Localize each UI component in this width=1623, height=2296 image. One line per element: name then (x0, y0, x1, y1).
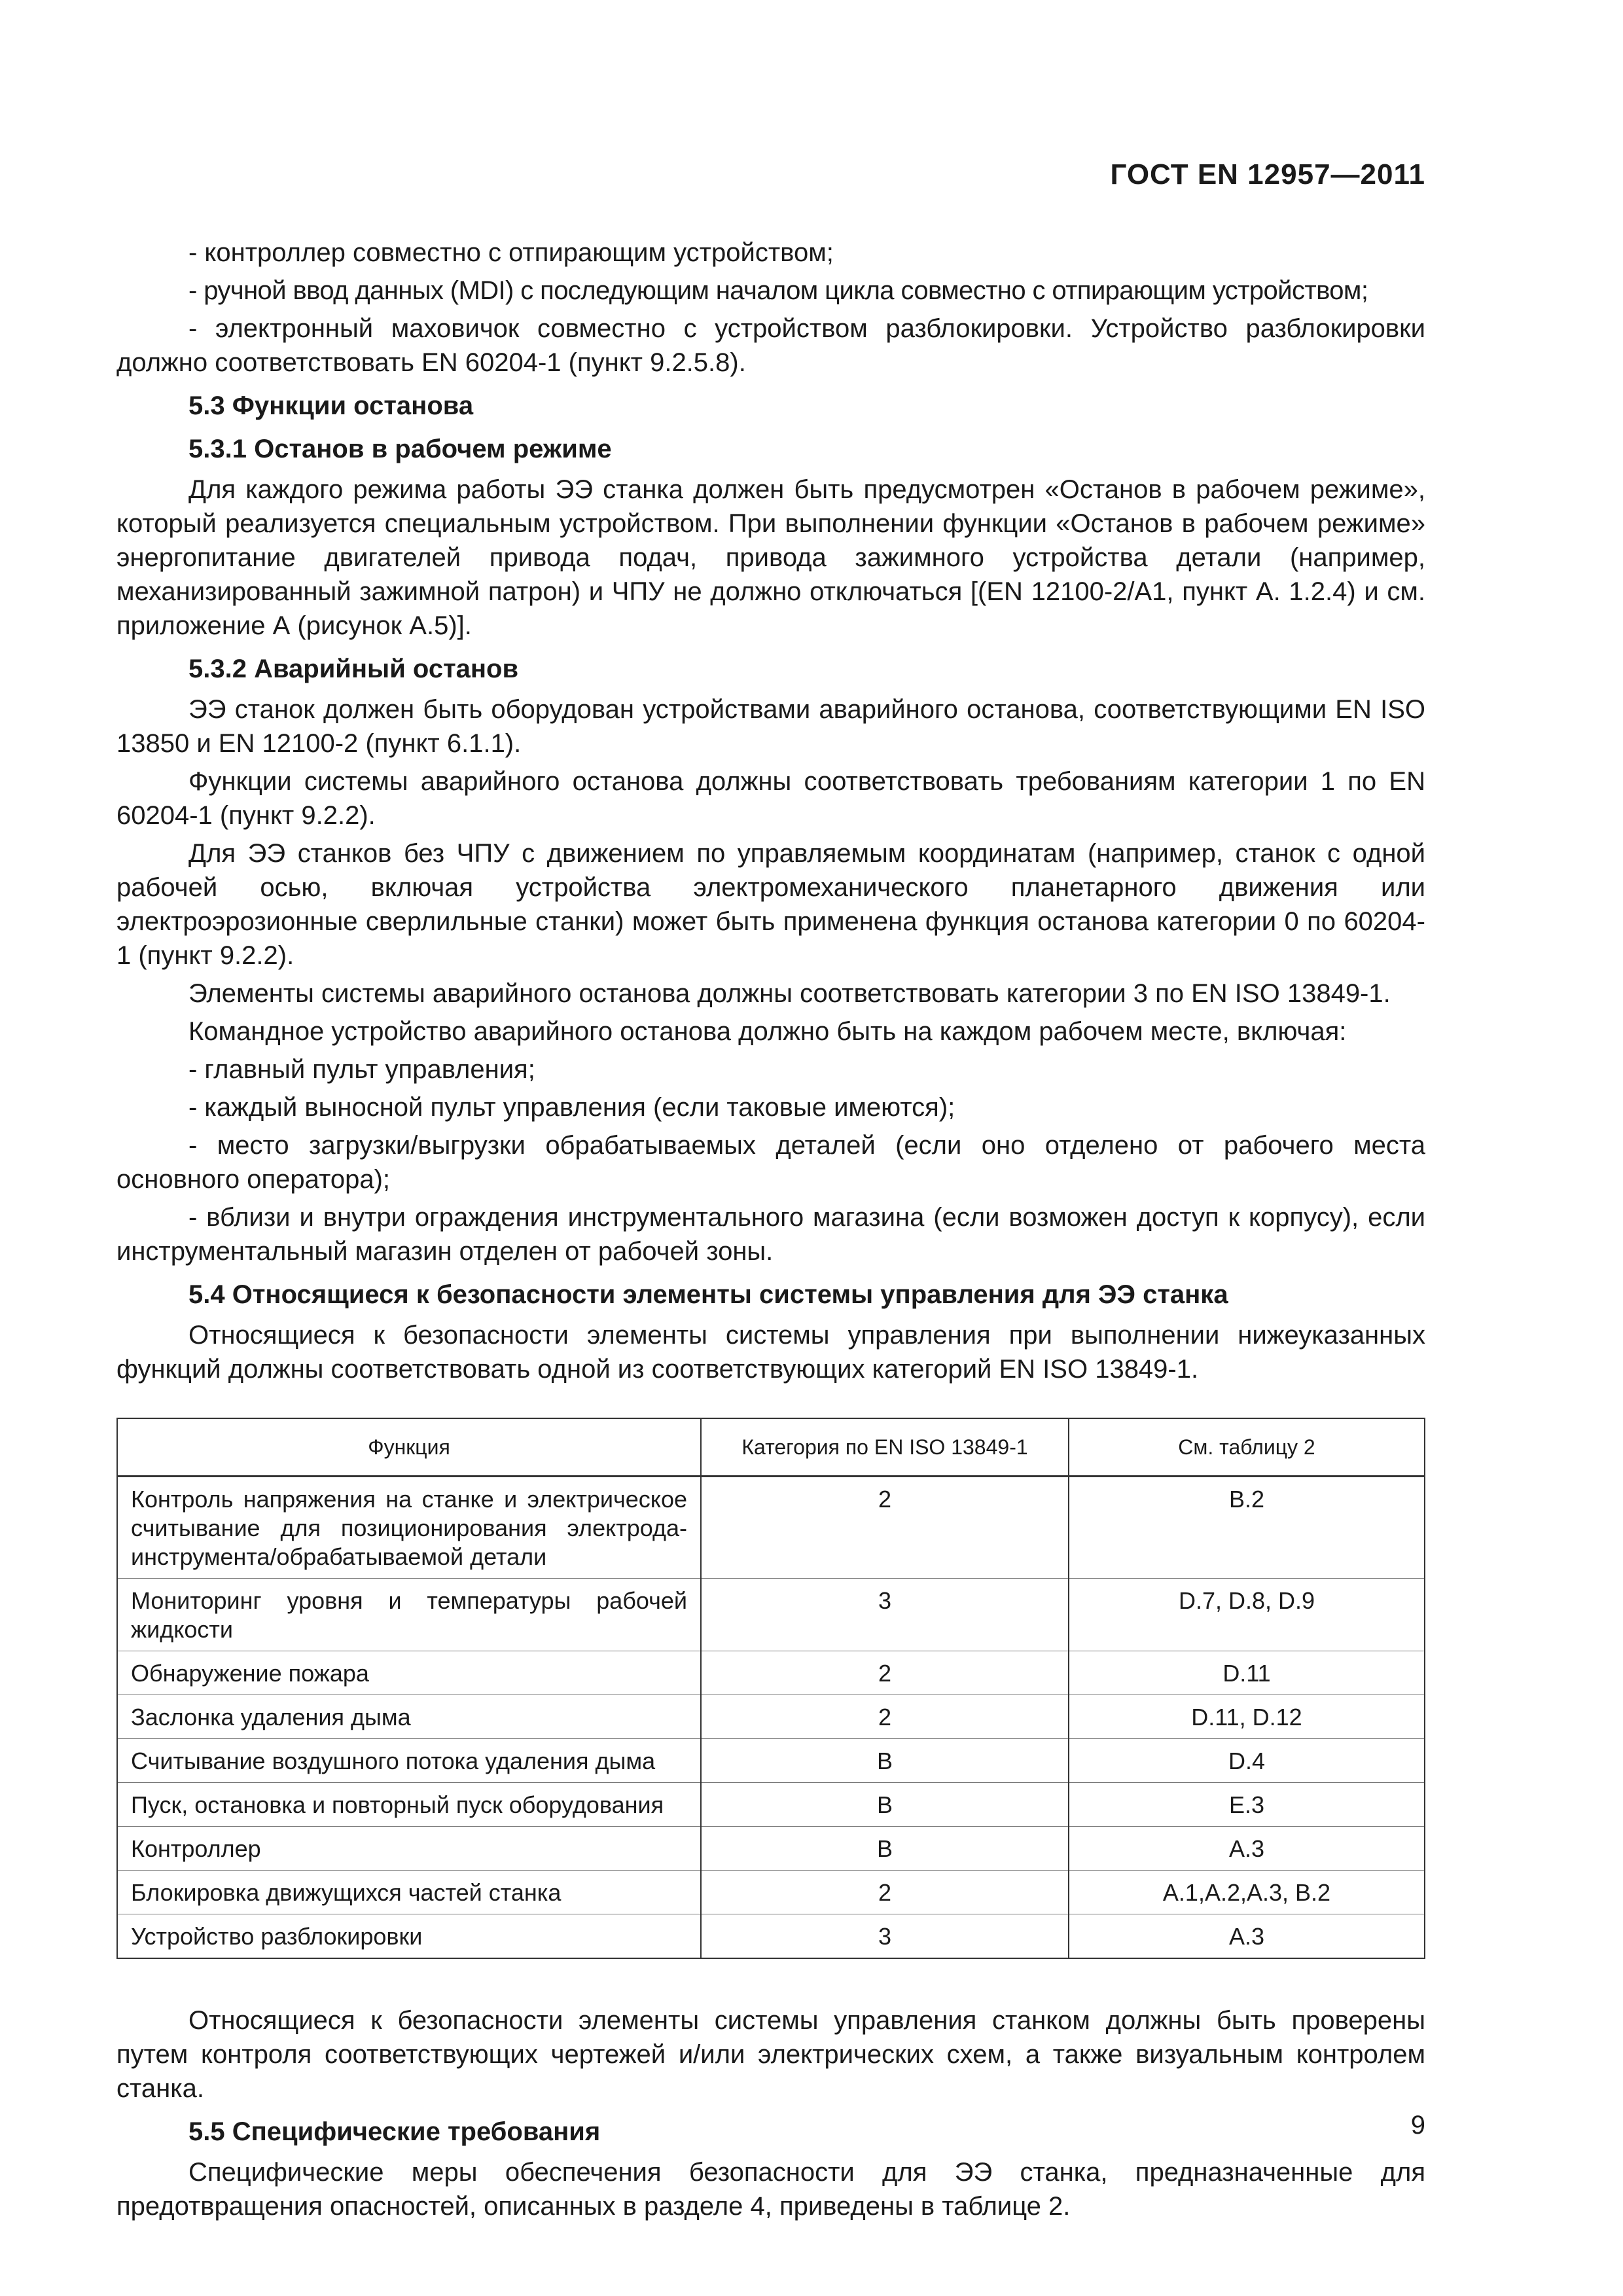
table-cell-reference: D.11 (1069, 1651, 1425, 1695)
table-cell-category: 2 (701, 1871, 1069, 1914)
section-heading-5-4: 5.4 Относящиеся к безопасности элементы системы управления для ЭЭ станка (188, 1280, 1228, 1309)
table-cell-category: B (701, 1827, 1069, 1871)
table-cell-function: Контроллер (117, 1827, 701, 1871)
table-cell-category: 2 (701, 1695, 1069, 1739)
paragraph: Специфические меры обеспечения безопасности для ЭЭ станка, предназначенные для предотвращения опасностей, описанных в разделе 4, приведены в таблице 2. (116, 2158, 1425, 2221)
table-cell-category: 3 (701, 1579, 1069, 1651)
section-heading-5-3-2: 5.3.2 Аварийный останов (188, 655, 519, 683)
table-cell-function: Контроль напряжения на станке и электрическое считывание для позиционирования электрода-инструмента/обрабатываемой детали (117, 1477, 701, 1579)
paragraph: Для каждого режима работы ЭЭ станка должен быть предусмотрен «Останов в рабочем режиме», который реализуется специальным устройством. При выполнении функции «Останов в рабочем режиме» энергопитание двигателей привода подач, привода зажимного устройства детали (например, механизированный зажимной патрон) и ЧПУ не должно отключаться [(EN 12100-2/A1, пункт A. 1.2.4) и см. приложение А (рисунок А.5)]. (116, 475, 1425, 640)
table-header-function: Функция (117, 1418, 701, 1477)
paragraph: Функции системы аварийного останова должны соответствовать требованиям категории 1 по EN 60204-1 (пункт 9.2.2). (116, 767, 1425, 830)
table-cell-function: Заслонка удаления дыма (117, 1695, 701, 1739)
list-item: - место загрузки/выгрузки обрабатываемых деталей (если оно отделено от рабочего места основного оператора); (116, 1131, 1425, 1194)
table-row (117, 1579, 1425, 1651)
intro-item: - электронный маховичок совместно с устройством разблокировки. Устройство разблокировки должно соответствовать EN 60204-1 (пункт 9.2.5.8). (116, 314, 1425, 377)
table-cell-function: Устройство разблокировки (117, 1914, 701, 1959)
intro-item: - ручной ввод данных (MDI) с последующим началом цикла совместно с отпирающим устройством; (188, 276, 1368, 305)
section-heading-5-3-1: 5.3.1 Останов в рабочем режиме (188, 435, 612, 463)
section-heading-5-3: 5.3 Функции останова (188, 391, 474, 420)
table-row (117, 1651, 1425, 1695)
table-row (117, 1477, 1425, 1579)
table-cell-reference: A.3 (1069, 1914, 1425, 1959)
table-cell-category: 3 (701, 1914, 1069, 1959)
page-body (116, 236, 1425, 2227)
list-item: - главный пульт управления; (188, 1055, 535, 1084)
paragraph: Относящиеся к безопасности элементы системы управления станком должны быть проверены путем контроля соответствующих чертежей и/или электрических схем, а также визуальным контролем станка. (116, 2006, 1425, 2103)
table-row (117, 1827, 1425, 1871)
table-cell-reference: D.11, D.12 (1069, 1695, 1425, 1739)
functions-table (116, 1418, 1425, 1959)
table-cell-reference: D.7, D.8, D.9 (1069, 1579, 1425, 1651)
table-header-reference: См. таблицу 2 (1069, 1418, 1425, 1477)
table-row (117, 1871, 1425, 1914)
table-cell-category: B (701, 1783, 1069, 1827)
paragraph: Командное устройство аварийного останова должно быть на каждом рабочем месте, включая: (188, 1017, 1347, 1046)
intro-item: - контроллер совместно с отпирающим устройством; (188, 238, 834, 267)
table-cell-reference: D.4 (1069, 1739, 1425, 1783)
table-cell-reference: E.3 (1069, 1783, 1425, 1827)
table-cell-reference: B.2 (1069, 1477, 1425, 1579)
table-cell-function: Мониторинг уровня и температуры рабочей жидкости (117, 1579, 701, 1651)
page-number: 9 (1410, 2111, 1425, 2140)
section-heading-5-5: 5.5 Специфические требования (188, 2117, 601, 2146)
table-cell-function: Пуск, остановка и повторный пуск оборудования (117, 1783, 701, 1827)
list-item: - каждый выносной пульт управления (если таковые имеются); (188, 1093, 955, 1122)
table-header-category: Категория по EN ISO 13849-1 (701, 1418, 1069, 1477)
table-cell-function: Обнаружение пожара (117, 1651, 701, 1695)
paragraph: Для ЭЭ станков без ЧПУ с движением по управляемым координатам (например, станок с одной рабочей осью, включая устройства электромеханического планетарного движения или электроэрозионные сверлильные станки) может быть применена функция останова категории 0 по 60204-1 (пункт 9.2.2). (116, 839, 1425, 970)
table-cell-reference: A.3 (1069, 1827, 1425, 1871)
paragraph: Элементы системы аварийного останова должны соответствовать категории 3 по EN ISO 13849-1. (188, 979, 1391, 1008)
table-row (117, 1739, 1425, 1783)
paragraph: Относящиеся к безопасности элементы системы управления при выполнении нижеуказанных функций должны соответствовать одной из соответствующих категорий EN ISO 13849-1. (116, 1321, 1425, 1384)
table-cell-reference: A.1,A.2,A.3, B.2 (1069, 1871, 1425, 1914)
table-row (117, 1914, 1425, 1959)
list-item: - вблизи и внутри ограждения инструментального магазина (если возможен доступ к корпусу), если инструментальный магазин отделен от рабочей зоны. (116, 1203, 1425, 1266)
table-cell-category: B (701, 1739, 1069, 1783)
paragraph: ЭЭ станок должен быть оборудован устройствами аварийного останова, соответствующими EN ISO 13850 и EN 12100-2 (пункт 6.1.1). (116, 695, 1425, 758)
table-cell-category: 2 (701, 1477, 1069, 1579)
table-cell-function: Блокировка движущихся частей станка (117, 1871, 701, 1914)
table-cell-function: Считывание воздушного потока удаления дыма (117, 1739, 701, 1783)
document-code: ГОСТ EN 12957—2011 (1110, 158, 1425, 190)
table-cell-category: 2 (701, 1651, 1069, 1695)
table-row (117, 1783, 1425, 1827)
table-row (117, 1695, 1425, 1739)
